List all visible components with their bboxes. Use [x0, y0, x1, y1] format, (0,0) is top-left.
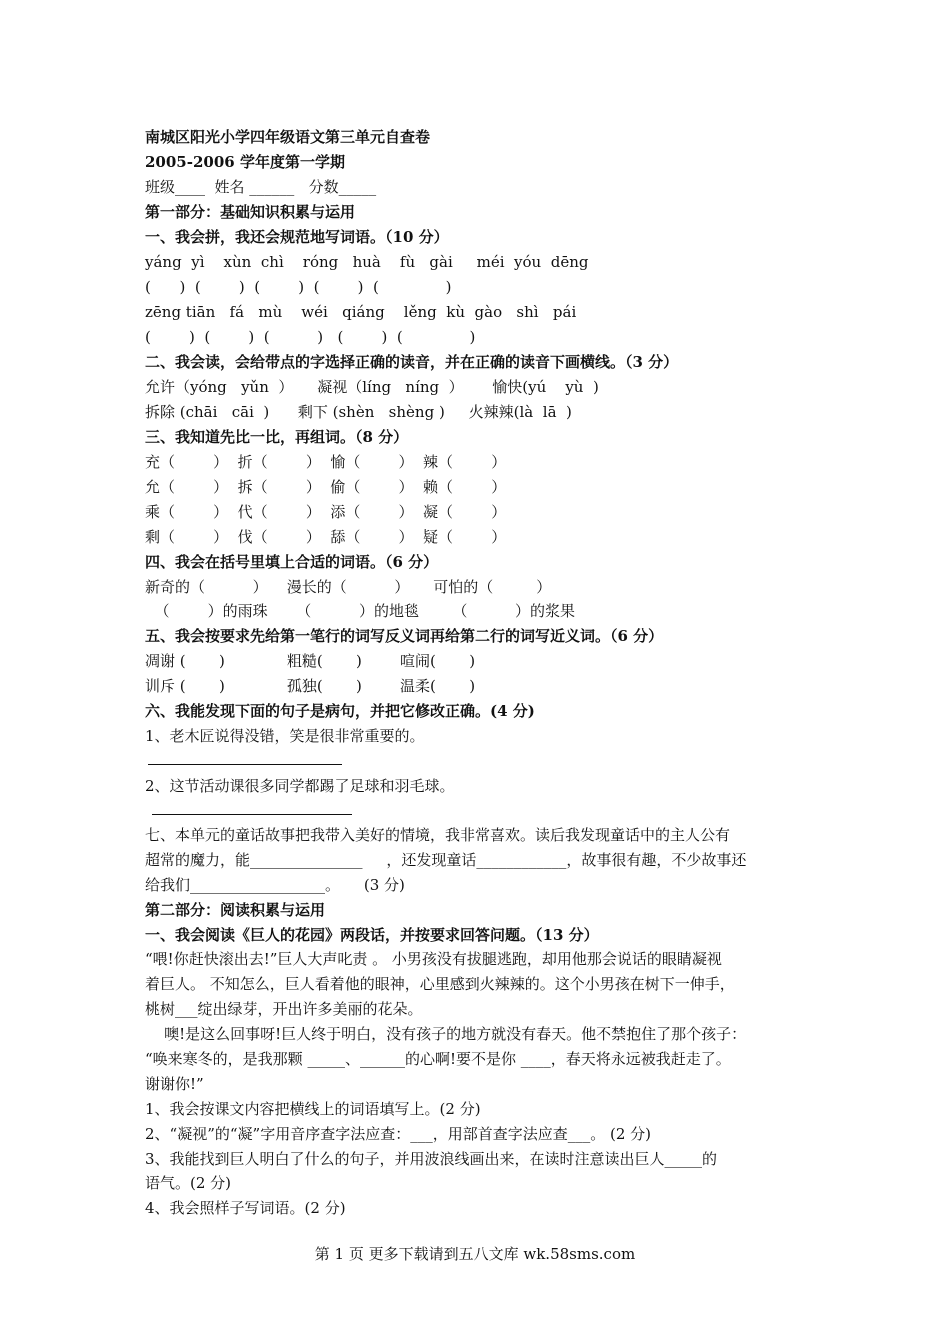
q2-heading: 二、我会读，会给带点的字选择正确的读音，并在正确的读音下画横线。（3 分）: [145, 353, 679, 371]
part1-heading: 第一部分：基础知识积累与运用: [145, 203, 356, 221]
q3-row: 充（ ） 折（ ） 愉（ ） 辣（ ）: [145, 453, 507, 471]
q3-row: 允（ ） 拆（ ） 偷（ ） 赖（ ）: [145, 478, 507, 496]
reading-question-4: 4、我会照样子写词语。(2 分): [145, 1199, 346, 1217]
q1-pinyin-row2: zēng tiān fá mù wéi qiáng lěng kù gào shì pái: [145, 303, 577, 321]
passage-line: 桃树___绽出绿芽，开出许多美丽的花朵。: [145, 1000, 423, 1018]
q7-line3: 给我们__________________。 (3 分): [145, 876, 405, 894]
q7-line1: 七、本单元的童话故事把我带入美好的情境，我非常喜欢。读后我发现童话中的主人公有: [145, 826, 731, 844]
reading-question-3-cont: 语气。(2 分): [145, 1174, 232, 1192]
passage-line: 谢谢你!”: [145, 1075, 204, 1093]
q7-line2: 超常的魔力，能_______________ ，还发现童话____________，故事很有趣，不少故事还: [145, 851, 747, 869]
reading-question-1: 1、我会按课文内容把横线上的词语填写上。(2 分): [145, 1100, 481, 1118]
q2-line2: 拆除 (chāi cāi ) 剩下 (shèn shèng ) 火辣辣(là lā ): [145, 403, 572, 421]
part2-heading: 第二部分：阅读积累与运用: [145, 901, 326, 919]
student-info-line: 班级____ 姓名 ______ 分数_____: [145, 178, 377, 196]
q5-line2: 训斥 ( ) 孤独( ) 温柔( ): [145, 677, 476, 695]
page-footer: 第 1 页 更多下载请到五八文库 wk.58sms.com: [314, 1245, 636, 1263]
passage-line: “喂!你赶快滚出去!”巨人大声叱责 。 小男孩没有拔腿逃跑，却用他那会说话的眼睛凝视: [145, 950, 722, 968]
q6-sentence1: 1、老木匠说得没错，笑是很非常重要的。: [145, 727, 425, 745]
q4-heading: 四、我会在括号里填上合适的词语。（6 分）: [145, 553, 439, 571]
q6-sentence2: 2、这节活动课很多同学都踢了足球和羽毛球。: [145, 777, 455, 795]
reading1-heading: 一、我会阅读《巨人的花园》两段话，并按要求回答问题。（13 分）: [145, 926, 599, 944]
q1-heading: 一、我会拼，我还会规范地写词语。（10 分）: [145, 228, 449, 246]
q5-line1: 凋谢 ( ) 粗糙( ) 喧闹( ): [145, 652, 476, 670]
q4-line2: （ ）的雨珠 （ ）的地毯 （ ）的浆果: [145, 602, 576, 620]
q5-heading: 五、我会按要求先给第一笔行的词写反义词再给第二行的词写近义词。（6 分）: [145, 627, 664, 645]
reading-question-2: 2、“凝视”的“凝”字用音序查字法应查：___，用部首查字法应查___。 (2 分): [145, 1125, 652, 1143]
q1-blank-row1: ( ) ( ) ( ) ( ) ( ): [145, 278, 452, 296]
q1-pinyin-row1: yáng yì xùn chì róng huà fù gài méi yóu dēng: [145, 253, 589, 271]
passage-line: 噢!是这么回事呀!巨人终于明白，没有孩子的地方就没有春天。他不禁抱住了那个孩子：: [145, 1025, 747, 1043]
q2-line1: 允许（yóng yǔn ） 凝视（líng níng ） 愉快(yú yù ): [145, 378, 599, 396]
passage-line: 着巨人。 不知怎么，巨人看着他的眼神，心里感到火辣辣的。这个小男孩在树下一伸手，: [145, 975, 735, 993]
q6-answer-line1: [148, 764, 342, 765]
q6-heading: 六、我能发现下面的句子是病句，并把它修改正确。(4 分): [145, 702, 535, 720]
doc-title: 南城区阳光小学四年级语文第三单元自查卷: [145, 128, 431, 146]
q6-answer-line2: [152, 814, 352, 815]
school-year: 2005-2006 学年度第一学期: [145, 153, 345, 171]
q3-heading: 三、我知道先比一比，再组词。（8 分）: [145, 428, 409, 446]
reading-question-3: 3、我能找到巨人明白了什么的句子，并用波浪线画出来，在读时注意读出巨人_____的: [145, 1150, 718, 1168]
q3-row: 剩（ ） 伐（ ） 舔（ ） 疑（ ）: [145, 528, 507, 546]
passage-line: “唤来寒冬的，是我那颗 _____、______的心啊!要不是你 ____，春天将永远被我赶走了。: [145, 1050, 731, 1068]
q1-blank-row2: ( ) ( ) ( ) ( ) ( ): [145, 328, 476, 346]
q4-line1: 新奇的（ ） 漫长的（ ） 可怕的（ ）: [145, 578, 552, 596]
q3-row: 乘（ ） 代（ ） 添（ ） 凝（ ）: [145, 503, 507, 521]
